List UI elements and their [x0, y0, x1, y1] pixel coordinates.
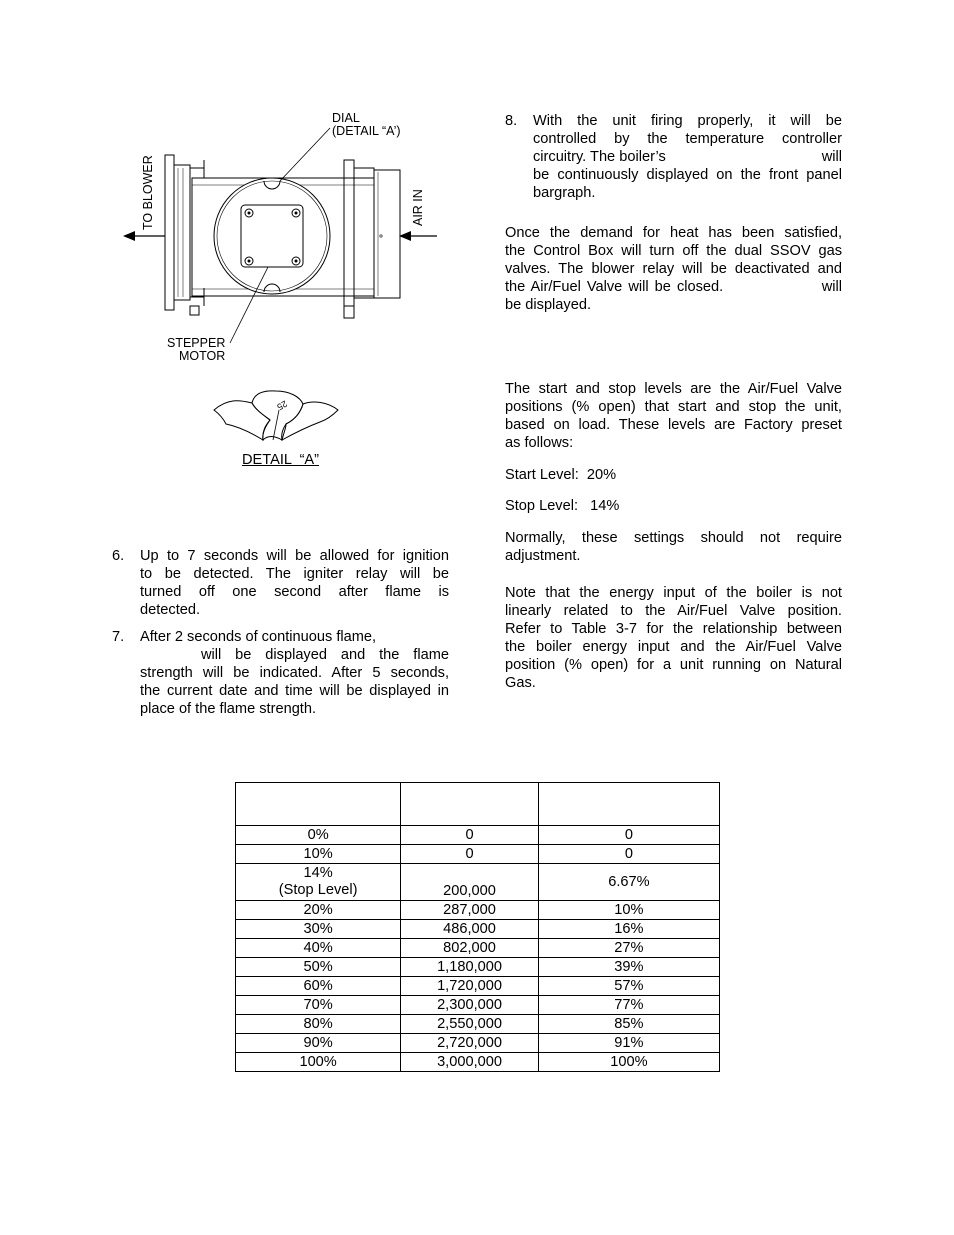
step-8-line-1: With the unit firing properly, it will be — [533, 113, 842, 129]
step-8-line-4: be continuously displayed on the front panel — [533, 167, 842, 183]
step-8-number: 8. — [505, 113, 518, 129]
input-cell: 3,000,000 — [401, 1053, 539, 1072]
input-cell: 2,720,000 — [401, 1034, 539, 1053]
note-line-6: Gas. — [505, 675, 536, 691]
step-7-line-5: place of the flame strength. — [140, 701, 317, 717]
position-cell: 90% — [236, 1034, 401, 1053]
note-line-2: linearly related to the Air/Fuel Valve position. — [505, 603, 842, 619]
position-cell: 20% — [236, 901, 401, 920]
table-row — [236, 901, 720, 920]
percent-cell: 10% — [538, 901, 719, 920]
step-8-line-3: circuitry. The boiler’s — [533, 149, 666, 165]
step-6-line-1: Up to 7 seconds will be allowed for ignition — [140, 548, 449, 564]
position-cell — [236, 864, 401, 901]
percent-cell: 6.67% — [538, 864, 719, 901]
position-cell: 40% — [236, 939, 401, 958]
input-cell: 0 — [401, 845, 539, 864]
percent-cell: 16% — [538, 920, 719, 939]
table-row — [236, 1034, 720, 1053]
step-6 — [112, 547, 449, 619]
levels-line-4: as follows: — [505, 435, 574, 451]
input-cell: 802,000 — [401, 939, 539, 958]
normally-line-2: adjustment. — [505, 548, 581, 564]
demand-paragraph — [505, 224, 842, 314]
note-line-5: position (% open) for a unit running on Natural — [505, 657, 842, 673]
step-6-line-3: turned off one second after flame is — [140, 584, 449, 600]
position-sub-label: (Stop Level) — [278, 882, 358, 898]
step-7-line-4: the current date and time will be displayed in — [140, 683, 449, 699]
detail-a-drawing — [210, 388, 345, 448]
step-8 — [505, 112, 842, 202]
position-cell: 0% — [236, 826, 401, 845]
input-cell: 486,000 — [401, 920, 539, 939]
stepper-label: STEPPER — [167, 336, 226, 350]
input-cell: 0 — [401, 826, 539, 845]
step-8-line-2: controlled by the temperature controller — [533, 131, 842, 147]
position-cell: 50% — [236, 958, 401, 977]
percent-cell: 0 — [538, 826, 719, 845]
normally-paragraph — [505, 529, 842, 565]
header-cell — [538, 783, 719, 826]
table-row — [236, 939, 720, 958]
demand-line-4: the Air/Fuel Valve will be closed. — [505, 279, 724, 295]
step-7-line-1: After 2 seconds of continuous flame, — [140, 629, 377, 645]
position-cell: 100% — [236, 1053, 401, 1072]
stop-level: Stop Level: 14% — [505, 498, 620, 514]
position-cell: 10% — [236, 845, 401, 864]
input-cell: 2,300,000 — [401, 996, 539, 1015]
percent-cell: 57% — [538, 977, 719, 996]
step-8-line-3-end: will — [821, 149, 842, 165]
table-header-row — [236, 783, 720, 826]
position-value: 14% — [303, 865, 333, 881]
table-row — [236, 977, 720, 996]
levels-paragraph — [505, 380, 842, 452]
step-7-line-2: will be displayed and the flame — [201, 647, 449, 663]
input-cell: 200,000 — [401, 864, 539, 901]
start-level: Start Level: 20% — [505, 467, 617, 483]
step-7-line-3: strength will be indicated. After 5 seconds, — [140, 665, 449, 681]
dial-label: DIAL — [332, 111, 360, 125]
position-cell: 80% — [236, 1015, 401, 1034]
percent-cell: 85% — [538, 1015, 719, 1034]
air-fuel-valve-drawing — [110, 105, 450, 375]
levels-line-1: The start and stop levels are the Air/Fuel Valve — [505, 381, 842, 397]
demand-line-3: valves. The blower relay will be deactivated and — [505, 261, 842, 277]
detail-a-caption: DETAIL “A” — [242, 452, 320, 468]
position-cell: 70% — [236, 996, 401, 1015]
step-8-line-5: bargraph. — [533, 185, 596, 201]
percent-cell: 91% — [538, 1034, 719, 1053]
motor-label: MOTOR — [179, 349, 226, 363]
table-row — [236, 958, 720, 977]
note-paragraph — [505, 584, 842, 692]
input-cell: 1,720,000 — [401, 977, 539, 996]
step-6-number: 6. — [112, 548, 125, 564]
valve-position-table — [235, 782, 720, 1072]
air-in-label: AIR IN — [411, 189, 425, 226]
levels-line-3: based on load. These levels are Factory preset — [505, 417, 842, 433]
table-row — [236, 920, 720, 939]
percent-cell: 100% — [538, 1053, 719, 1072]
dial-number: 25 — [275, 398, 289, 413]
input-cell: 2,550,000 — [401, 1015, 539, 1034]
demand-line-4-end: will — [821, 279, 842, 295]
input-cell: 1,180,000 — [401, 958, 539, 977]
demand-line-1: Once the demand for heat has been satisfied, — [505, 225, 842, 241]
levels-line-2: positions (% open) that start and stop the unit, — [505, 399, 842, 415]
step-6-line-4: detected. — [140, 602, 201, 618]
header-cell — [236, 783, 401, 826]
table-row — [236, 845, 720, 864]
table-row — [236, 1053, 720, 1072]
step-7 — [112, 628, 449, 718]
note-line-3: Refer to Table 3-7 for the relationship between — [505, 621, 842, 637]
position-cell: 60% — [236, 977, 401, 996]
table-row — [236, 996, 720, 1015]
table-row — [236, 1015, 720, 1034]
step-7-number: 7. — [112, 629, 125, 645]
percent-cell: 39% — [538, 958, 719, 977]
header-cell — [401, 783, 539, 826]
dial-detail-label: (DETAIL “A’) — [332, 124, 401, 138]
demand-line-2: the Control Box will turn off the dual SSOV gas — [505, 243, 842, 259]
to-blower-label: TO BLOWER — [141, 155, 155, 230]
position-cell: 30% — [236, 920, 401, 939]
percent-cell: 0 — [538, 845, 719, 864]
table-row — [236, 864, 720, 901]
step-6-line-2: to be detected. The igniter relay will be — [140, 566, 449, 582]
table-row — [236, 826, 720, 845]
note-line-1: Note that the energy input of the boiler is not — [505, 585, 842, 601]
input-cell: 287,000 — [401, 901, 539, 920]
normally-line-1: Normally, these settings should not require — [505, 530, 842, 546]
note-line-4: the boiler energy input and the Air/Fuel Valve — [505, 639, 842, 655]
percent-cell: 77% — [538, 996, 719, 1015]
demand-line-5: be displayed. — [505, 297, 592, 313]
percent-cell: 27% — [538, 939, 719, 958]
